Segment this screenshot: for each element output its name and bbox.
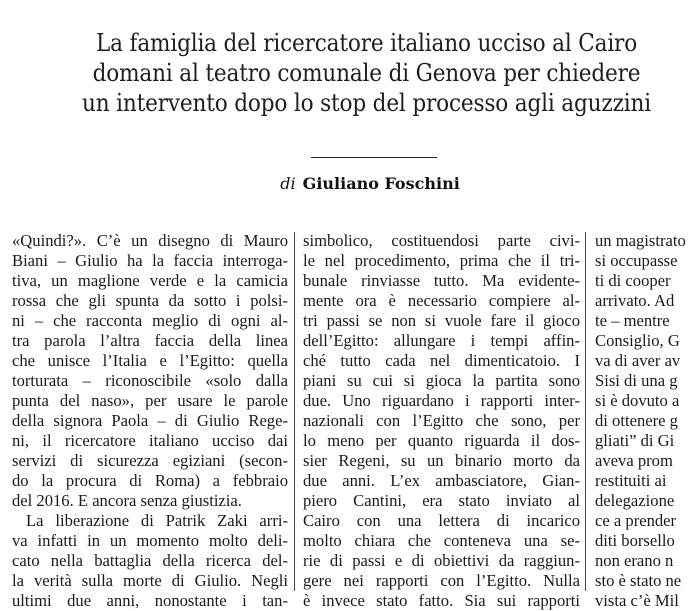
- text-line: ni – che racconta meglio di ogni al-: [12, 311, 288, 330]
- text-line: ché tutto cada nel dimenticatoio. I: [303, 351, 580, 370]
- text-line: ultimi due anni, nonostante i tan-: [12, 591, 288, 610]
- column-divider: [294, 232, 295, 591]
- text-line: dell’Egitto: allungare i tempi affin-: [303, 331, 580, 350]
- text-line: gliati” di Gi: [595, 431, 675, 450]
- text-line: vista c’è Mil: [595, 591, 679, 610]
- text-line: mente ora è necessario compiere al-: [303, 291, 580, 310]
- text-line: rossa che gli spunta da sotto i polsi-: [12, 291, 288, 310]
- text-line: La liberazione di Patrik Zaki arri-: [26, 511, 288, 530]
- text-line: piero Cantini, era stato inviato al: [303, 491, 580, 510]
- text-line: Sisi di una g: [595, 371, 678, 390]
- text-line: gere nei rapporti con l’Egitto. Nulla: [303, 571, 580, 590]
- text-line: Cairo con una lettera di incarico: [303, 511, 580, 530]
- text-line: va di aver av: [595, 351, 681, 370]
- text-line: che unisce l’Italia e l’Egitto: quella: [12, 351, 288, 370]
- text-line: te – mentre: [595, 311, 670, 330]
- text-line: nazionali con l’Egitto che sono, per: [303, 411, 580, 430]
- text-line: aveva prom: [595, 451, 673, 470]
- text-line: arrivato. Ad: [595, 291, 675, 310]
- text-line: diti borsello: [595, 531, 675, 550]
- text-line: sier Regeni, su un binario morto da: [303, 451, 580, 470]
- text-line: due. Uno riguardano i rapporti inter-: [303, 391, 580, 410]
- headline-line: La famiglia del ricercatore italiano ucciso al Cairo: [95, 29, 638, 57]
- byline-prefix: di: [280, 174, 296, 193]
- text-line: piani su cui si gioca la partita sono: [303, 371, 580, 390]
- text-line: «Quindi?». C’è un disegno di Mauro: [12, 231, 288, 250]
- article-column-1: [12, 231, 288, 611]
- text-line: ni, il ricercatore italiano ucciso dai: [12, 431, 288, 450]
- text-line: tra parola l’altra faccia della linea: [12, 331, 288, 350]
- text-line: molto chiara che conteneva una se-: [303, 531, 580, 550]
- text-line: cato nella battaglia della ricerca del-: [12, 551, 288, 570]
- text-line: rie di passi e di obiettivi da raggiun-: [303, 551, 580, 570]
- text-line: la verità sulla morte di Giulio. Negli: [12, 571, 288, 590]
- text-line: è invece stato fatto. Sia sui rapporti: [303, 591, 580, 610]
- text-line: Consiglio, G: [595, 331, 680, 350]
- text-line: ti di cooper: [595, 271, 671, 290]
- text-line: sto è stato ne: [595, 571, 682, 590]
- headline-line: un intervento dopo lo stop del processo agli aguzzini: [82, 89, 651, 117]
- text-line: torturata – riconoscibile «solo dalla: [12, 371, 288, 390]
- column-divider: [585, 232, 586, 591]
- text-line: simbolico, costituendosi parte civi-: [303, 231, 580, 250]
- text-line: do la procura di Roma) a febbraio: [12, 471, 288, 490]
- byline-author: Giuliano Foschini: [302, 174, 460, 193]
- text-line: della signora Paola – di Giulio Rege-: [12, 411, 288, 430]
- text-line: tri passi se non si vuole fare il gioco: [303, 311, 580, 330]
- text-line: lo meno per quanto riguarda il dos-: [303, 431, 580, 450]
- text-line: del 2016. E ancora senza giustizia.: [12, 491, 242, 510]
- text-line: va infatti in un momento molto deli-: [12, 531, 288, 550]
- text-line: bunale rinviasse tutto. Ma evidente-: [303, 271, 580, 290]
- text-line: di ottenere g: [595, 411, 678, 430]
- text-line: si è dovuto a: [595, 391, 680, 410]
- headline-line: domani al teatro comunale di Genova per chiedere: [92, 59, 641, 87]
- text-line: restituiti ai: [595, 471, 667, 490]
- text-line: un magistrato: [595, 231, 686, 250]
- text-line: si occupasse: [595, 251, 678, 270]
- article-column-2: [303, 231, 580, 611]
- byline: [170, 174, 570, 194]
- article-column-3: [595, 231, 693, 611]
- text-line: due anni. L’ex ambasciatore, Gian-: [303, 471, 580, 490]
- headline-rule: [311, 157, 437, 158]
- text-line: le nel procedimento, prima che il tri-: [303, 251, 580, 270]
- text-line: Biani – Giulio ha la faccia interroga-: [12, 251, 288, 270]
- text-line: punta del naso», per usare le parole: [12, 391, 288, 410]
- headline: [73, 28, 661, 118]
- text-line: tiva, un maglione verde e la camicia: [12, 271, 288, 290]
- text-line: servizi di sicurezza egiziani (secon-: [12, 451, 288, 470]
- text-line: ce a prender: [595, 511, 677, 530]
- text-line: delegazione: [595, 491, 675, 510]
- text-line: non erano n: [595, 551, 674, 570]
